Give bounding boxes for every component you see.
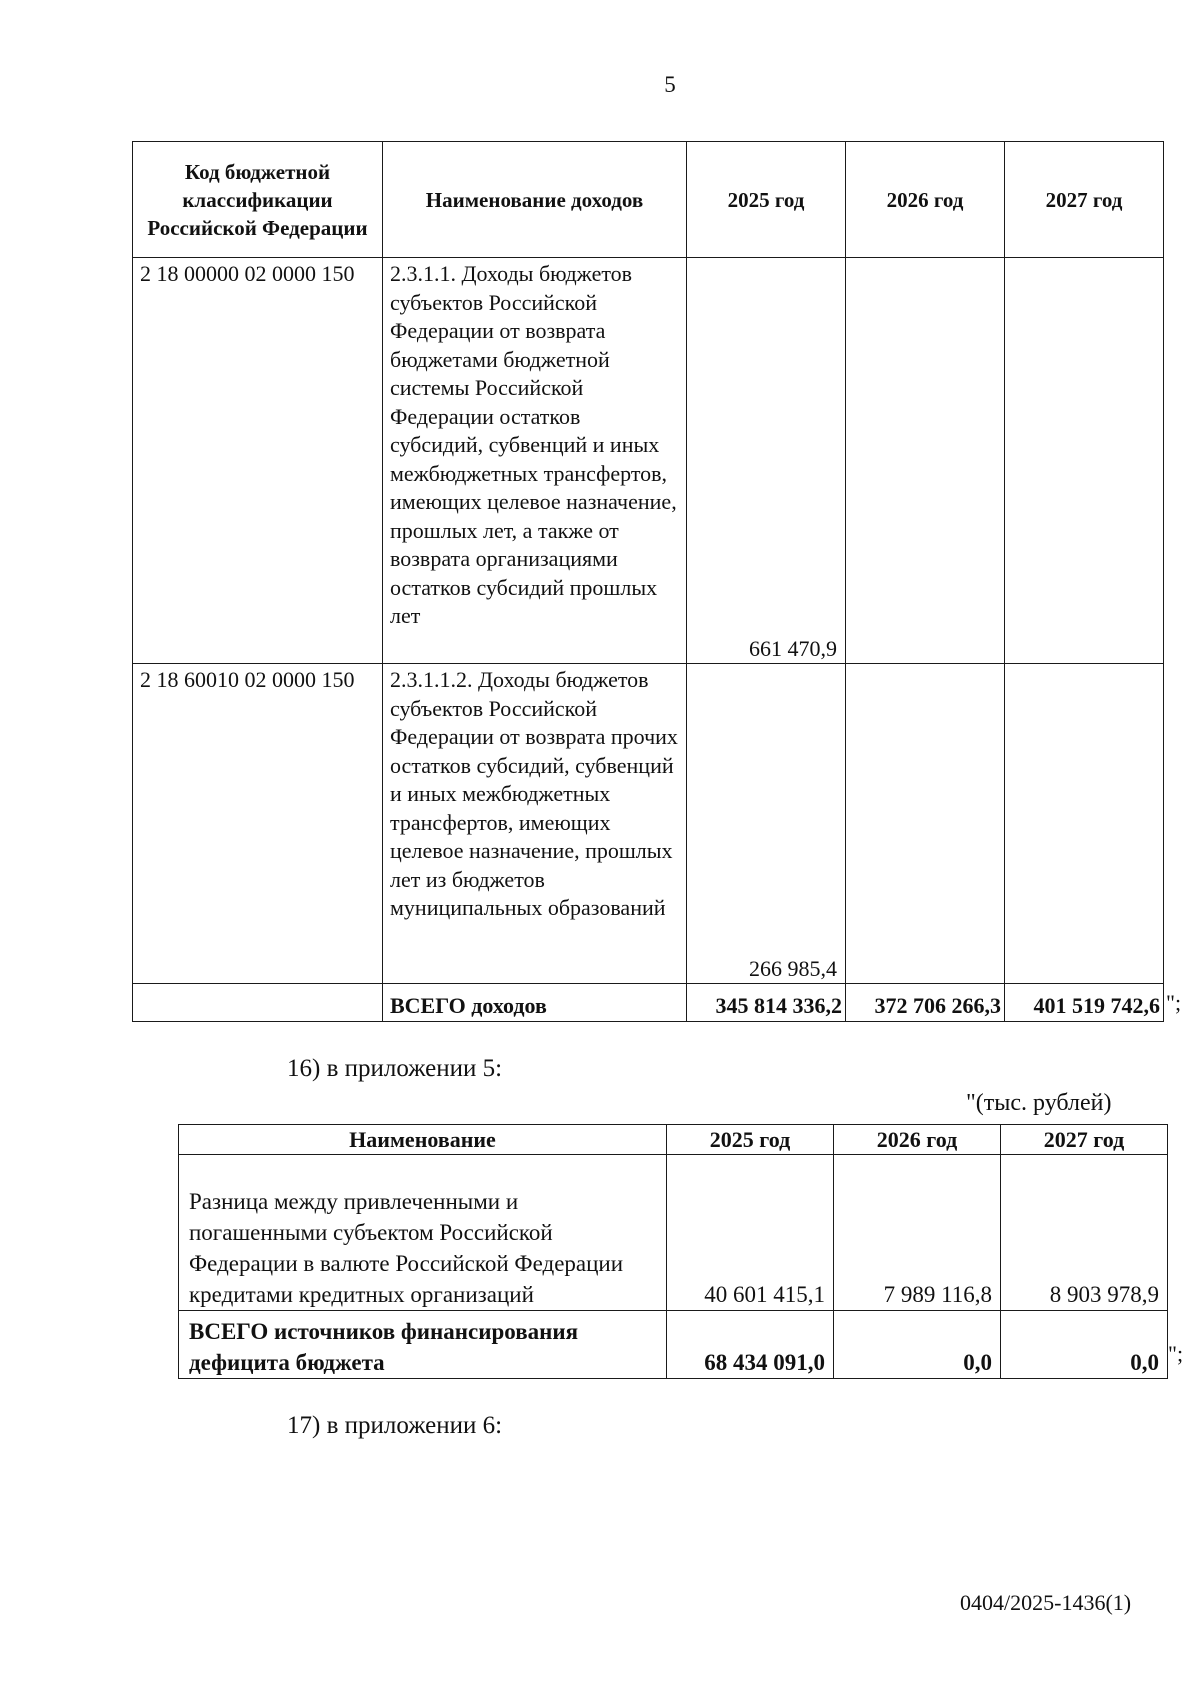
total-2027: 0,0 xyxy=(1001,1311,1168,1379)
header-2025: 2025 год xyxy=(667,1125,834,1155)
cell-name: 2.3.1.1.2. Доходы бюджетов субъектов Российской Федерации от возврата прочих остатков субсидий, субвенций и иных межбюджетных трансфертов, имеющих целевое назначение, прошлых лет из бюджетов муниципальных образований xyxy=(383,664,687,984)
total-2025: 68 434 091,0 xyxy=(667,1311,834,1379)
header-name: Наименование xyxy=(179,1125,667,1155)
total-label: ВСЕГО доходов xyxy=(383,984,687,1022)
header-name: Наименование доходов xyxy=(383,142,687,258)
closing-quote-mark: "; xyxy=(1166,990,1182,1015)
total-2026: 372 706 266,3 xyxy=(846,984,1005,1022)
cell-code: 2 18 00000 02 0000 150 xyxy=(133,258,383,664)
total-label: ВСЕГО источников финансирования дефицита бюджета xyxy=(179,1311,667,1379)
appendix-6-label: 17) в приложении 6: xyxy=(287,1412,503,1439)
table-header-row xyxy=(179,1125,1168,1155)
header-2026: 2026 год xyxy=(846,142,1005,258)
units-label: "(тыс. рублей) xyxy=(966,1090,1112,1116)
header-2027: 2027 год xyxy=(1005,142,1164,258)
header-2027: 2027 год xyxy=(1001,1125,1168,1155)
total-2027: 401 519 742,6 xyxy=(1005,984,1164,1022)
total-row xyxy=(179,1311,1168,1379)
document-code: 0404/2025-1436(1) xyxy=(960,1590,1132,1615)
table-row xyxy=(133,664,1164,984)
revenue-table xyxy=(132,141,1164,1022)
closing-quote-mark: "; xyxy=(1168,1341,1184,1366)
header-2025: 2025 год xyxy=(687,142,846,258)
cell-name: 2.3.1.1. Доходы бюджетов субъектов Российской Федерации от возврата бюджетами бюджетной системы Российской Федерации остатков субсидий, субвенций и иных межбюджетных трансфертов, имеющих целевое назначение, прошлых лет, а также от возврата организациями остатков субсидий прошлых лет xyxy=(383,258,687,664)
cell-2026: 7 989 116,8 xyxy=(834,1155,1001,1311)
cell-2027: 8 903 978,9 xyxy=(1001,1155,1168,1311)
cell-2025: 40 601 415,1 xyxy=(667,1155,834,1311)
financing-table xyxy=(178,1124,1168,1379)
cell-2026 xyxy=(846,258,1005,664)
cell-code xyxy=(133,984,383,1022)
cell-2025: 661 470,9 xyxy=(687,258,846,664)
total-row xyxy=(133,984,1164,1022)
cell-2025: 266 985,4 xyxy=(687,664,846,984)
cell-code: 2 18 60010 02 0000 150 xyxy=(133,664,383,984)
cell-2026 xyxy=(846,664,1005,984)
header-2026: 2026 год xyxy=(834,1125,1001,1155)
table-row xyxy=(179,1155,1168,1311)
cell-2027 xyxy=(1005,664,1164,984)
cell-2027 xyxy=(1005,258,1164,664)
header-code: Код бюджетной классификации Российской Федерации xyxy=(133,142,383,258)
total-2025: 345 814 336,2 xyxy=(687,984,846,1022)
table-header-row xyxy=(133,142,1164,258)
table-row xyxy=(133,258,1164,664)
total-2026: 0,0 xyxy=(834,1311,1001,1379)
page-number: 5 xyxy=(664,72,676,97)
cell-name: Разница между привлеченными и погашенными субъектом Российской Федерации в валюте Российской Федерации кредитами кредитных организаций xyxy=(179,1155,667,1311)
appendix-5-label: 16) в приложении 5: xyxy=(287,1055,503,1082)
